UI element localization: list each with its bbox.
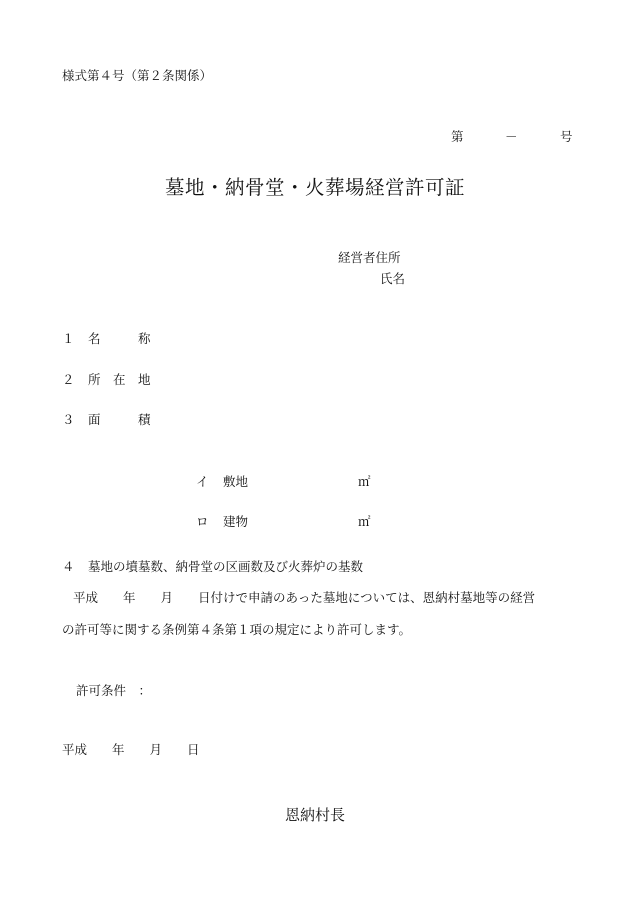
item-name	[62, 333, 151, 346]
item-number: ４	[62, 559, 75, 574]
issue-date: 平成 年 月 日	[62, 742, 200, 757]
sub-mark: ロ	[196, 514, 209, 529]
document-title: 墓地・納骨堂・火葬場経営許可証	[164, 176, 465, 199]
area-building	[196, 514, 371, 529]
item-label: 墓地の墳墓数、納骨堂の区画数及び火葬炉の基数	[88, 559, 364, 574]
form-number-label: 様式第４号（第２条関係）	[62, 68, 213, 83]
operator-name-label: 氏名	[380, 271, 406, 286]
item-label: 所 在 地	[88, 372, 151, 387]
item-number: ３	[62, 412, 75, 427]
number-suffix: 号	[560, 129, 573, 144]
item-location	[62, 374, 151, 387]
item-label: 面 積	[88, 412, 151, 427]
sub-label: 建物	[223, 514, 249, 529]
unit-square-meter: ㎡	[358, 514, 371, 529]
permit-text-line-2: の許可等に関する条例第４条第１項の規定により許可します。	[62, 622, 412, 637]
conditions-label: 許可条件 ：	[76, 683, 152, 698]
sub-label: 敷地	[223, 474, 249, 489]
operator-address-label: 経営者住所	[338, 250, 401, 265]
item-number: ２	[62, 372, 75, 387]
area-site	[196, 474, 371, 489]
item-label: 名 称	[88, 331, 151, 346]
unit-square-meter: ㎡	[358, 474, 371, 489]
sub-mark: イ	[196, 474, 209, 489]
issuer-name: 恩納村長	[284, 806, 345, 824]
item-counts	[62, 561, 363, 574]
item-area	[62, 414, 151, 427]
permit-text-line-1: 平成 年 月 日付けで申請のあった墓地については、恩納村墓地等の経営	[73, 590, 536, 605]
item-number: １	[62, 331, 75, 346]
number-prefix: 第	[451, 129, 464, 144]
number-dash: －	[505, 129, 518, 144]
